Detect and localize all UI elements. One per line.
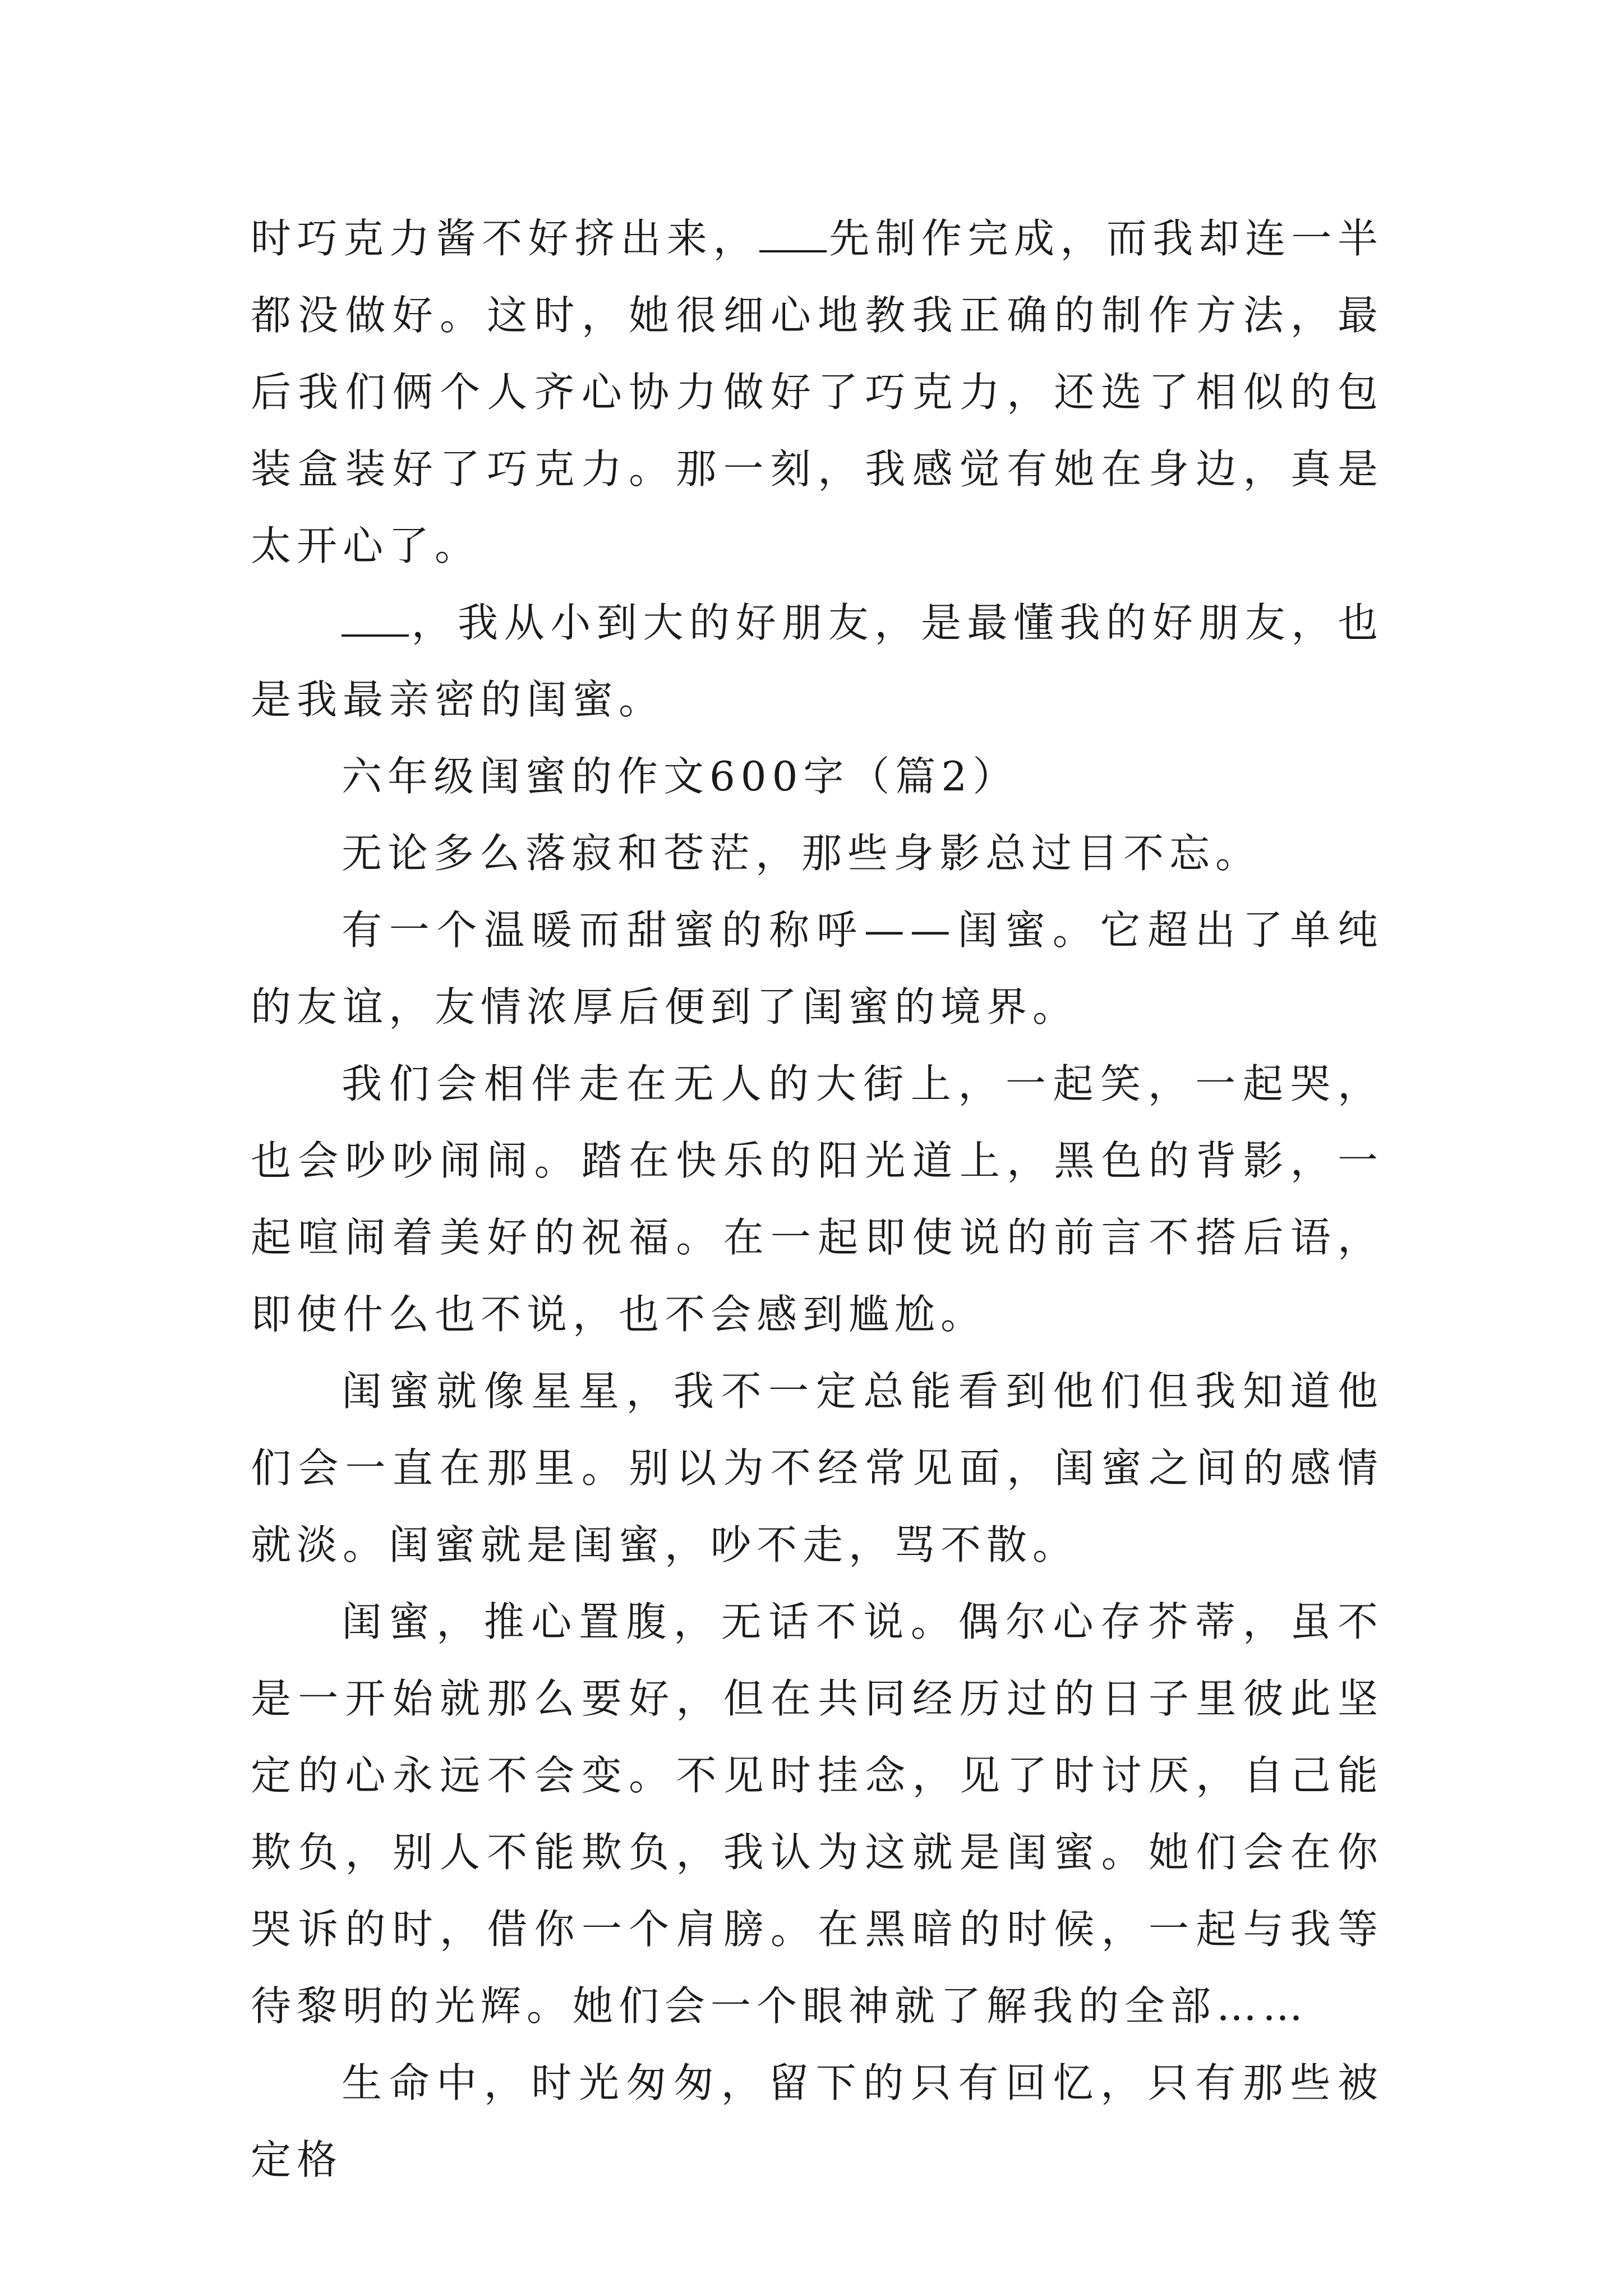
paragraph-2-text: ，我从小到大的好朋友，是最懂我的好朋友，也是我最亲密的闺蜜。 bbox=[251, 599, 1384, 723]
paragraph-6: 我们会相伴走在无人的大街上，一起笑，一起哭，也会吵吵闹闹。踏在快乐的阳光道上，黑色的背影，一起喧闹着美好的祝福。在一起即使说的前言不搭后语，即使什么也不说，也不会感到尴尬。 bbox=[251, 1060, 1384, 1338]
paragraph-1-text-before: 时巧克力酱不好挤出来， bbox=[251, 215, 759, 262]
paragraph-9: 生命中，时光匆匆，留下的只有回忆，只有那些被定格 bbox=[251, 2059, 1384, 2183]
fill-in-blank bbox=[342, 601, 409, 637]
section-heading: 六年级闺蜜的作文600字（篇2） bbox=[342, 753, 1019, 800]
paragraph-7: 闺蜜就像星星，我不一定总能看到他们但我知道他们会一直在那里。别以为不经常见面，闺蜜之间的感情就淡。闺蜜就是闺蜜，吵不走，骂不散。 bbox=[251, 1368, 1384, 1568]
paragraph-1-text-after: 先制作完成，而我却连一半都没做好。这时，她很细心地教我正确的制作方法，最后我们俩个人齐心协力做好了巧克力，还选了相似的包装盒装好了巧克力。那一刻，我感觉有她在身边，真是太开心了。 bbox=[251, 215, 1384, 569]
fill-in-blank bbox=[759, 217, 827, 252]
paragraph-8: 闺蜜，推心置腹，无话不说。偶尔心存芥蒂，虽不是一开始就那么要好，但在共同经历过的日子里彼此坚定的心永远不会变。不见时挂念，见了时讨厌，自己能欺负，别人不能欺负，我认为这就是闺蜜。她们会在你哭诉的时，借你一个肩膀。在黑暗的时候，一起与我等待黎明的光辉。她们会一个眼神就了解我的全部…… bbox=[251, 1598, 1384, 2030]
paragraph-2 bbox=[251, 585, 1384, 738]
paragraph-1 bbox=[251, 200, 1384, 585]
essay-body bbox=[251, 200, 1384, 2198]
paragraph-5: 有一个温暖而甜蜜的称呼——闺蜜。它超出了单纯的友谊，友情浓厚后便到了闺蜜的境界。 bbox=[251, 907, 1384, 1030]
paragraph-4: 无论多么落寂和苍茫，那些身影总过目不忘。 bbox=[342, 830, 1262, 877]
